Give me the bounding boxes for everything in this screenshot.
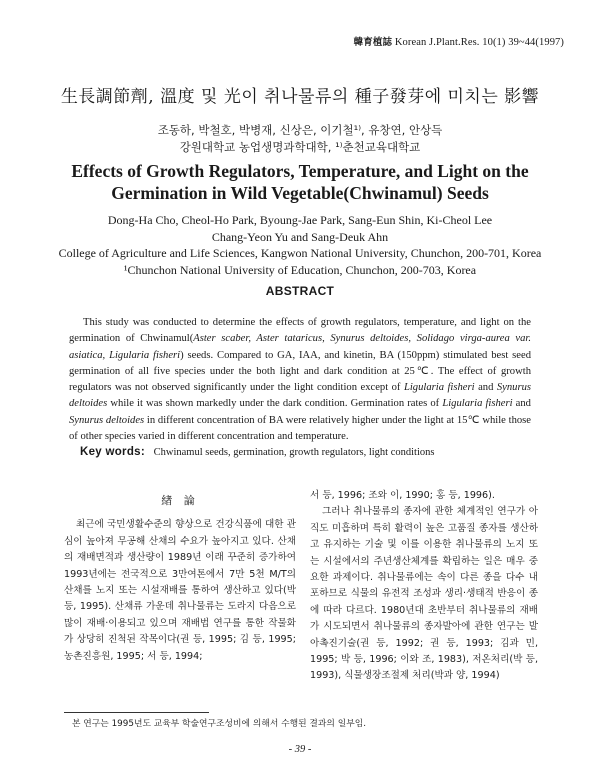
english-title-line-1: Effects of Growth Regulators, Temperature, and Light on the <box>71 161 529 181</box>
korean-affiliation: 강원대학교 농업생명과학대학, ¹⁾춘천교육대학교 <box>179 140 421 154</box>
introduction-heading: 緖 論 <box>161 494 199 507</box>
footnote-divider <box>64 712 209 713</box>
page-number: - 39 - <box>288 744 312 755</box>
abstract-species: Ligularia fisheri <box>442 398 513 410</box>
keywords-label: Key words: <box>80 446 145 458</box>
korean-title: 生長調節劑, 溫度 및 光이 취나물류의 種子發芽에 미치는 影響 <box>60 87 540 107</box>
english-authors-line-1: Dong-Ha Cho, Cheol-Ho Park, Byoung-Jae Park, Sang-Eun Shin, Ki-Cheol Lee <box>107 213 493 227</box>
footnote: 본 연구는 1995년도 교육부 학술연구조성비에 의해서 수행된 결과의 일부임. <box>72 719 366 729</box>
english-affiliation-line-2: ¹Chunchon National University of Education, Chunchon, 200-703, Korea <box>123 262 477 277</box>
abstract-text: and <box>512 398 531 410</box>
introduction-paragraph: 최근에 국민생활수준의 향상으로 건강식품에 대한 관심이 높아져 무공해 산채의 수요가 높아지고 있다. 산채의 재배면적과 생산량이 1989년 이래 꾸준히 증가하여 1993년에는 전국적으로 3만여톤에서 7만 5천 M/T의 산채를 노지 또는 시설재배를 통하여 생산하고 있다(박 등, 1995). 산채류 가운데 취나물류는 도라지 다음으로 많이 재배·이용되고 있으며 재배법 연구를 통한 작물화가 상당히 진척된 작목이다(권 등, 1995; 김 등, 1995; 농촌진흥원, 1995; 서 등, 1994; <box>64 519 296 662</box>
abstract-text: and <box>474 382 497 394</box>
abstract-text: in different concentration of BA were relatively higher under the light at 15℃ while those of other species varied in different concentration and temperature. <box>69 414 531 443</box>
english-authors-line-2: Chang-Yeon Yu and Sang-Deuk Ahn <box>211 229 389 244</box>
english-affiliation-line-1: College of Agriculture and Life Sciences, Kangwon National University, Chunchon, 200-701, Korea <box>58 246 542 260</box>
english-title-line-2: Germination in Wild Vegetable(Chwinamul) Seeds <box>111 183 489 203</box>
abstract-species: Synurus deltoides <box>69 382 531 410</box>
abstract-text: This study was conducted to determine the effects of growth regulators, temperature, and light on the germination of Chwinamul( <box>69 317 531 345</box>
abstract-species: Aster scaber, Aster tataricus, Synurus deltoides, Solidago virga-aurea var. asiatica, Ligularia fisheri <box>69 333 531 361</box>
abstract-body <box>69 315 531 445</box>
journal-reference: Korean J.Plant.Res. 10(1) 39~44(1997) <box>394 37 564 48</box>
journal-citation <box>354 34 564 48</box>
keywords-text: Chwinamul seeds, germination, growth regulators, light conditions <box>153 447 435 458</box>
abstract-text: ) seeds. Compared to GA, IAA, and kinetin, BA (150ppm) stimulated best seed germination of all five species under the both light and dark condition at 25℃. The effect of growth regulators was not observed significantly under the light condition except of <box>69 349 531 394</box>
keywords <box>80 446 550 458</box>
korean-authors: 조동하, 박철호, 박병재, 신상은, 이기철¹⁾, 유창연, 안상득 <box>157 123 443 137</box>
english-authors-block <box>0 212 600 278</box>
abstract-species: Ligularia fisheri <box>403 382 475 394</box>
abstract-species: Synurus deltoides <box>69 414 145 426</box>
body-paragraph: 그러나 취나물류의 종자에 관한 체계적인 연구가 아직도 미흡하며 특히 활력이 높은 고품질 종자를 생산하고 유지하는 기술 및 이를 이용한 취나물류의 노지 또는 시설에서의 주년생산체계를 확립하는 일은 매우 중요한 과제이다. 취나물류에는 속이 다른 종을 다수 내포하므로 식물의 유전적 조성과 생리·생태적 반응이 종에 따라 다르다. 1980년대 초반부터 취나물류의 재배가 시도되면서 취나물류의 종자발아에 관한 연구는 발아촉진기술(권 등, 1992; 권 등, 1993; 김과 민, 1995; 박 등, 1996; 이와 조, 1983), 저온처리(박 등, 1993), 식물생장조절제 처리(박과 양, 1994) <box>310 506 538 682</box>
continuation-text: 서 등, 1996; 조와 이, 1990; 홍 등, 1996). <box>310 490 495 501</box>
abstract-text: while it was shown markedly under the dark condition. Germination rates of <box>107 398 443 410</box>
right-column <box>310 488 538 685</box>
abstract-heading: ABSTRACT <box>265 284 335 298</box>
korean-authors-block <box>0 122 600 156</box>
journal-korean-name: 韓育植誌 <box>353 37 393 48</box>
english-title <box>0 160 600 204</box>
left-column <box>64 493 296 665</box>
